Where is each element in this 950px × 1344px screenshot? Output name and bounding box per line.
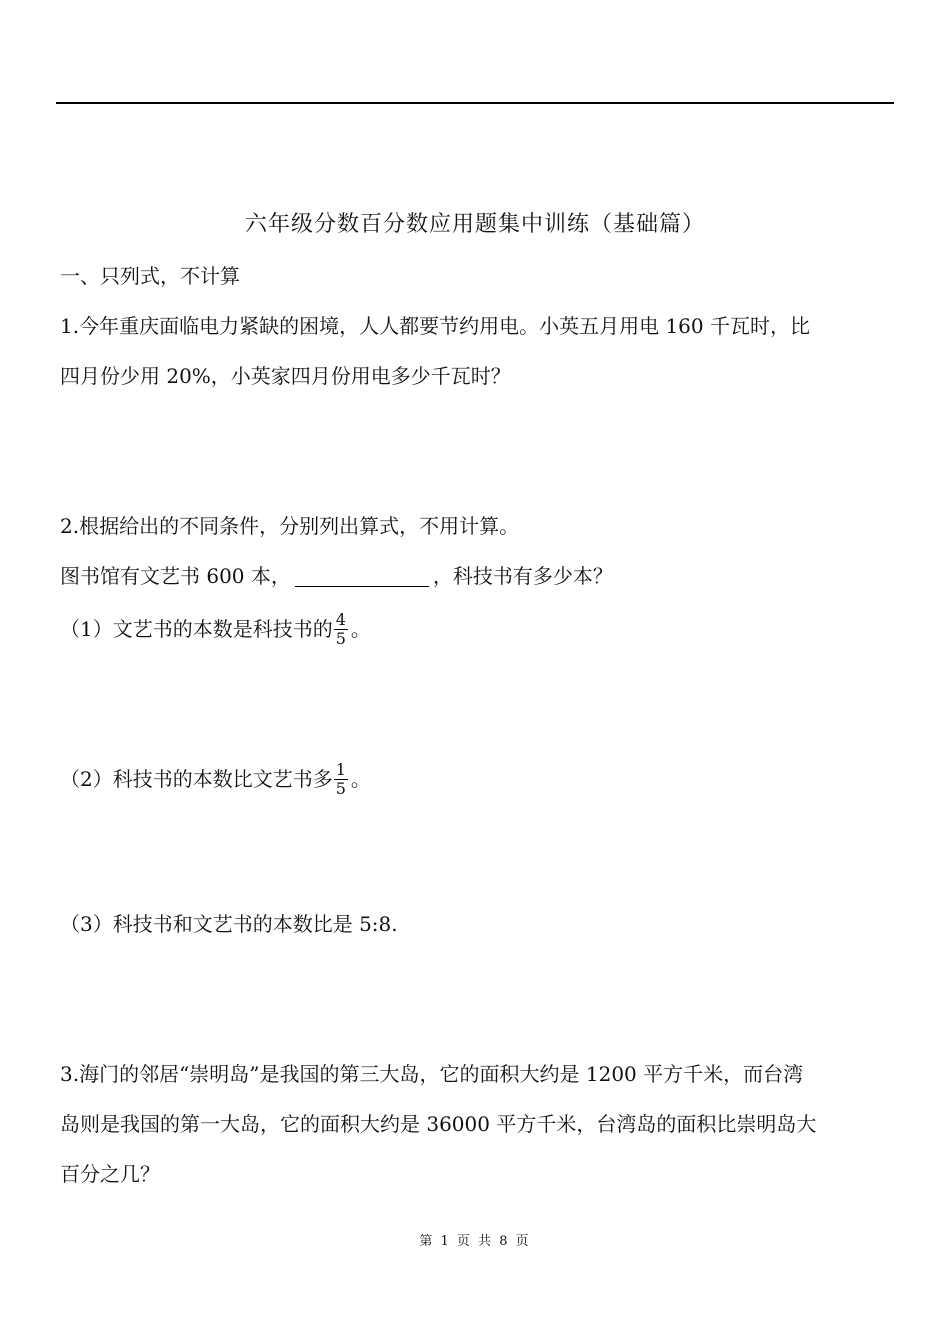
fraction — [334, 611, 348, 648]
header-rule — [56, 102, 894, 104]
sub-1-end: 。 — [350, 617, 371, 641]
fraction-numerator: 4 — [335, 610, 346, 629]
question-1-line-1: 1.今年重庆面临电力紧缺的困境，人人都要节约用电。小英五月用电 160 千瓦时，比 — [60, 314, 810, 338]
fraction — [334, 761, 348, 798]
sub-1-text: （1）文艺书的本数是科技书的 — [60, 617, 333, 641]
stem-after: ，科技书有多少本？ — [432, 564, 613, 588]
question-2-intro: 2.根据给出的不同条件，分别列出算式，不用计算。 — [60, 514, 520, 538]
question-2-sub-2 — [60, 762, 371, 799]
sub-2-end: 。 — [350, 767, 371, 791]
fraction-numerator: 1 — [335, 760, 346, 779]
fraction-denominator: 5 — [335, 629, 346, 648]
question-1-line-2: 四月份少用 20%，小英家四月份用电多少千瓦时？ — [60, 364, 511, 388]
section-heading: 一、只列式，不计算 — [60, 264, 240, 288]
question-2-sub-3: （3）科技书和文艺书的本数比是 5:8. — [60, 912, 398, 936]
question-2-stem — [60, 562, 613, 590]
question-3-line-2: 岛则是我国的第一大岛，它的面积大约是 36000 平方千米，台湾岛的面积比崇明岛大 — [60, 1112, 817, 1136]
page-footer: 第 1 页 共 8 页 — [419, 1234, 531, 1249]
question-2-sub-1 — [60, 612, 371, 649]
question-3-line-3: 百分之几？ — [60, 1162, 160, 1186]
question-3-line-1: 3.海门的邻居“崇明岛”是我国的第三大岛，它的面积大约是 1200 平方千米，而台湾 — [60, 1062, 804, 1086]
sub-2-text: （2）科技书的本数比文艺书多 — [60, 767, 333, 791]
stem-before: 图书馆有文艺书 600 本， — [60, 564, 291, 588]
fraction-denominator: 5 — [335, 779, 346, 798]
page-title: 六年级分数百分数应用题集中训练（基础篇） — [244, 212, 705, 237]
answer-blank — [295, 566, 429, 587]
